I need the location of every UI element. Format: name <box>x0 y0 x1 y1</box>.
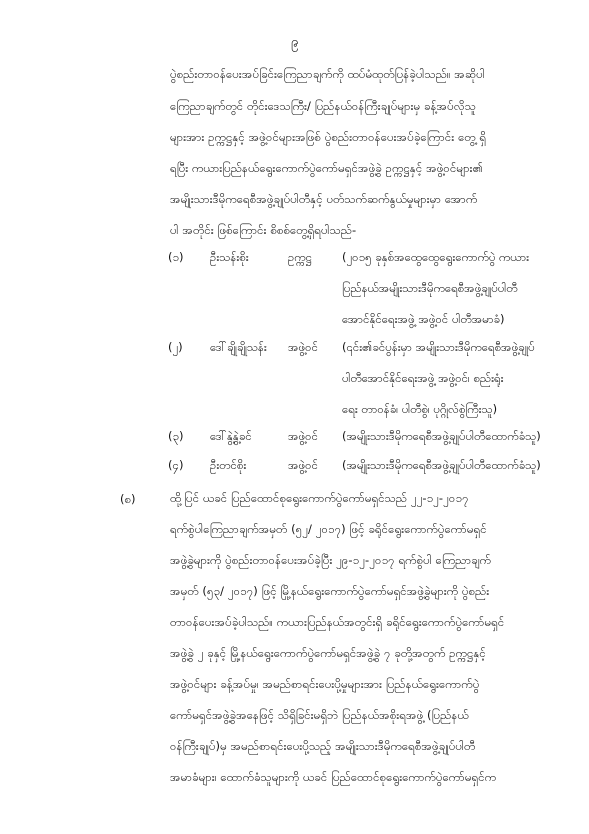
paragraph-line: အဖွဲ့ခွဲ ၂ ခုနှင့် မြို့နယ်ရွေးကောက်ပွဲကော်မရှင်အဖွဲ့ခွဲ ၇ ခုတို့အတွက် ဥက္ကဋ္ဌနှင့် <box>170 646 486 660</box>
section-number: (စ) <box>120 492 136 506</box>
paragraph-line: ရက်စွဲပါကြေညာချက်အမှတ် (၅၂/ ၂၀၁၇) ဖြင့် ခရိုင်ရွေးကောက်ပွဲကော်မရှင် <box>170 522 487 536</box>
paragraph-line: ပွဲစည်းတာဝန်ပေးအပ်ခြင်းကြေညာချက်ကို ထပ်မံထုတ်ပြန်ခဲ့ပါသည်။ အဆိုပါ <box>170 67 485 81</box>
paragraph-line: ကော်မရှင်အဖွဲ့ခွဲအနေဖြင့် သိရှိခြင်းမရှိဘဲ ပြည်နယ်အစိုးရအဖွဲ့ (ပြည်နယ် <box>170 708 469 722</box>
member-name: ဦးသန်းစိုး <box>210 250 249 264</box>
paragraph-line: အမှတ် (၅၃/ ၂၀၁၇) ဖြင့် မြို့နယ်ရွေးကောက်ပွဲကော်မရှင်အဖွဲ့ခွဲများကို ပွဲစည်း <box>170 584 490 598</box>
member-note: (၎င်း၏ခင်ပွန်းမှာ အမျိုးသားဒီမိုကရေစီအဖွဲ့ချုပ် <box>342 340 535 354</box>
member-number: (၃) <box>168 429 184 443</box>
paragraph-line: အမျိုးသားဒီမိုကရေစီအဖွဲ့ချုပ်ပါတီနှင့် ပတ်သက်ဆက်နွယ်မှုများမှာ အောက် <box>170 192 478 206</box>
member-number: (၁) <box>168 250 184 264</box>
member-note: အောင်နိုင်ရေးအဖွဲ့ အဖွဲ့ဝင် ပါတီအမာခံ) <box>342 312 505 326</box>
member-name: ဒေါ်ချိုချိုသန်း <box>210 340 267 354</box>
member-note: (အမျိုးသားဒီမိုကရေစီအဖွဲ့ချုပ်ပါတီထောက်ခံသူ) <box>342 429 541 443</box>
member-number: (၂) <box>168 340 183 354</box>
member-role: အဖွဲ့ဝင် <box>288 340 318 354</box>
member-note: ပါတီအောင်နိုင်ရေးအဖွဲ့ အဖွဲ့ဝင်၊ စည်းရုံး <box>342 371 504 385</box>
member-role: ဥက္ကဋ္ဌ <box>288 250 312 264</box>
paragraph-line: ပါ အတိုင်း ဖြစ်ကြောင်း စိစစ်တွေ့ရှိရပါသည်- <box>170 223 357 237</box>
paragraph-line: တာဝန်ပေးအပ်ခဲ့ပါသည်။ ကယားပြည်နယ်အတွင်းရှိ ခရိုင်ရွေးကောက်ပွဲကော်မရှင် <box>170 615 505 629</box>
paragraph-line: ကြေညာချက်တွင် တိုင်းဒေသကြီး/ ပြည်နယ်ဝန်ကြီးချုပ်များမှ ခန့်အပ်လိုသူ <box>170 99 476 113</box>
member-role: အဖွဲ့ဝင် <box>288 429 318 443</box>
member-note: ရေး တာဝန်ခံ၊ ပါတီစွဲ၊ ပုဂ္ဂိုလ်စွဲကြီးသူ) <box>342 402 498 416</box>
member-name: ဒေါ်နွဲ့နွဲ့ခင် <box>210 429 252 443</box>
paragraph-line: အဖွဲ့ဝင်များ ခန့်အပ်မှု၊ အမည်စာရင်းပေးပို့မှုများအား ပြည်နယ်ရွေးကောက်ပွဲ <box>170 677 480 691</box>
paragraph-line: ထို့ပြင် ယခင် ပြည်ထောင်စုရွေးကောက်ပွဲကော်မရှင်သည် ၂၂-၁၂-၂၀၁၇ <box>170 491 469 505</box>
paragraph-line: အဖွဲ့ခွဲများကို ပွဲစည်းတာဝန်ပေးအပ်ခဲ့ပြီး ၂၉-၁၂-၂၀၁၇ ရက်စွဲပါ ကြေညာချက် <box>170 553 491 567</box>
member-note: (၂၀၁၅ ခုနှစ်အထွေထွေရွေးကောက်ပွဲ ကယား <box>342 250 530 264</box>
member-role: အဖွဲ့ဝင် <box>288 458 318 472</box>
page-number: ၉ <box>290 35 299 50</box>
member-name: ဦးတင်စိုး <box>210 458 247 472</box>
member-note: ပြည်နယ်အမျိုးသားဒီမိုကရေစီအဖွဲ့ချုပ်ပါတီ <box>342 281 518 295</box>
member-note: (အမျိုးသားဒီမိုကရေစီအဖွဲ့ချုပ်ပါတီထောက်ခံသူ) <box>342 458 541 472</box>
paragraph-line: အမာခံများ၊ ထောက်ခံသူများကို ယခင် ပြည်ထောင်စုရွေးကောက်ပွဲကော်မရှင်က <box>170 770 497 784</box>
paragraph-line: ဝန်ကြီးချုပ်)မှ အမည်စာရင်းပေးပို့သည့် အမျိုးသားဒီမိုကရေစီအဖွဲ့ချုပ်ပါတီ <box>170 739 476 753</box>
paragraph-line: ရပြီး ကယားပြည်နယ်ရွေးကောက်ပွဲကော်မရှင်အဖွဲ့ခွဲ ဥက္ကဋ္ဌနှင့် အဖွဲ့ဝင်များ၏ <box>170 161 483 175</box>
paragraph-line: များအား ဥက္ကဋ္ဌနှင့် အဖွဲ့ဝင်များအဖြစ် ပွဲစည်းတာဝန်ပေးအပ်ခဲ့ကြောင်း တွေ့ ရှိ <box>170 130 487 144</box>
member-number: (၄) <box>168 458 184 472</box>
